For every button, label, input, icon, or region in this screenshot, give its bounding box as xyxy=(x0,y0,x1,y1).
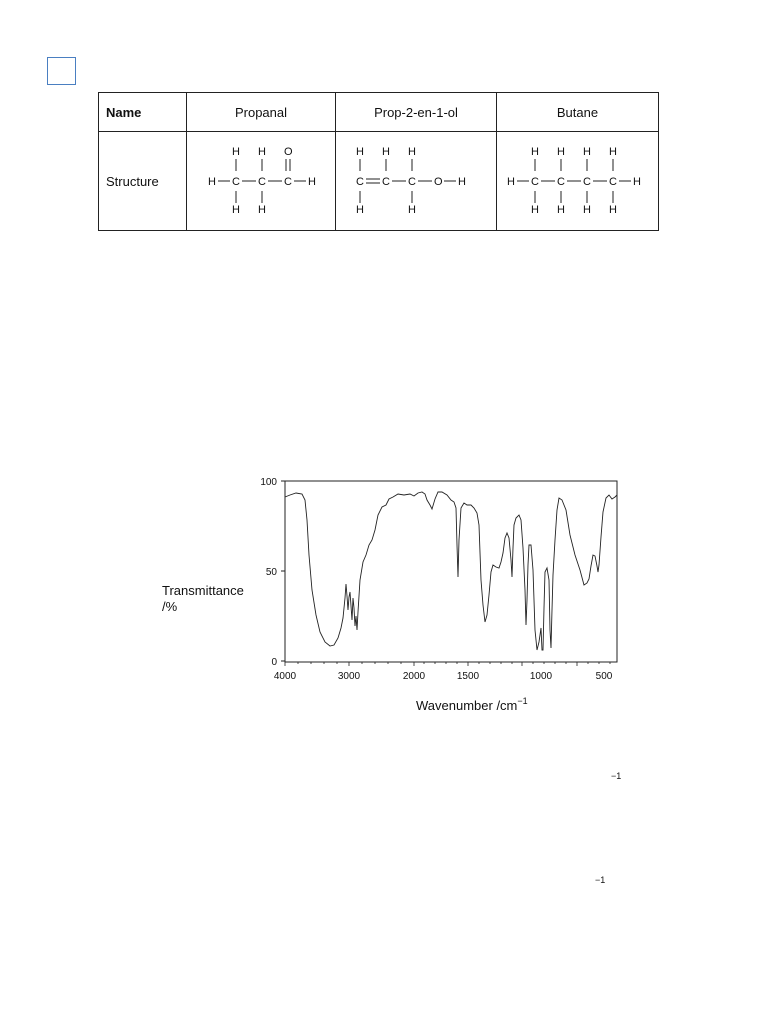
svg-text:C: C xyxy=(284,176,292,188)
svg-text:H: H xyxy=(582,146,591,158)
name-header: Name xyxy=(99,93,187,132)
unit-exponent-2: −1 xyxy=(595,875,606,885)
svg-text:H: H xyxy=(608,204,617,216)
y-axis-label-line2: /% xyxy=(162,599,178,614)
svg-text:H: H xyxy=(308,176,316,188)
x-tick-500: 500 xyxy=(595,671,613,682)
svg-text:H: H xyxy=(208,176,216,188)
svg-text:O: O xyxy=(434,176,443,188)
y-axis-label-line1: Transmittance xyxy=(162,583,244,598)
x-tick-3000: 3000 xyxy=(337,671,361,682)
svg-text:H: H xyxy=(232,146,240,158)
svg-text:H: H xyxy=(608,146,617,158)
x-tick-4000: 4000 xyxy=(273,671,297,682)
svg-text:H: H xyxy=(356,204,364,216)
svg-text:H: H xyxy=(632,176,641,188)
x-minor-ticks xyxy=(285,662,610,666)
svg-text:C: C xyxy=(582,176,591,188)
svg-text:H: H xyxy=(530,146,539,158)
propanal-name: Propanal xyxy=(187,93,336,132)
svg-text:H: H xyxy=(408,204,416,216)
svg-text:H: H xyxy=(506,176,515,188)
svg-text:C: C xyxy=(608,176,617,188)
svg-text:H: H xyxy=(258,146,266,158)
svg-text:H: H xyxy=(408,146,416,158)
propenol-name: Prop-2-en-1-ol xyxy=(336,93,497,132)
y-tick-0: 0 xyxy=(271,657,277,668)
svg-text:H: H xyxy=(556,204,565,216)
svg-text:C: C xyxy=(556,176,565,188)
svg-text:C: C xyxy=(408,176,416,188)
svg-text:O: O xyxy=(284,146,293,158)
x-tick-1000: 1000 xyxy=(529,671,553,682)
svg-text:H: H xyxy=(356,146,364,158)
spectrum-trace xyxy=(285,492,617,650)
unit-exponent-1: −1 xyxy=(611,771,622,781)
svg-text:H: H xyxy=(382,146,390,158)
svg-text:H: H xyxy=(530,204,539,216)
svg-text:H: H xyxy=(582,204,591,216)
svg-text:C: C xyxy=(232,176,240,188)
svg-text:C: C xyxy=(382,176,390,188)
x-axis-label: Wavenumber $/cm^{-1}$ xyxy=(416,696,528,713)
x-tick-2000: 2000 xyxy=(402,671,426,682)
structure-label: Structure xyxy=(99,132,187,231)
svg-text:H: H xyxy=(458,176,466,188)
x-tick-1500: 1500 xyxy=(456,671,480,682)
svg-text:C: C xyxy=(356,176,364,188)
plot-frame xyxy=(285,481,617,662)
svg-text:C: C xyxy=(530,176,539,188)
svg-text:C: C xyxy=(258,176,266,188)
y-tick-100: 100 xyxy=(260,477,277,488)
svg-text:H: H xyxy=(556,146,565,158)
svg-text:H: H xyxy=(258,204,266,216)
svg-text:H: H xyxy=(232,204,240,216)
butane-name: Butane xyxy=(497,93,659,132)
y-tick-50: 50 xyxy=(265,567,277,578)
